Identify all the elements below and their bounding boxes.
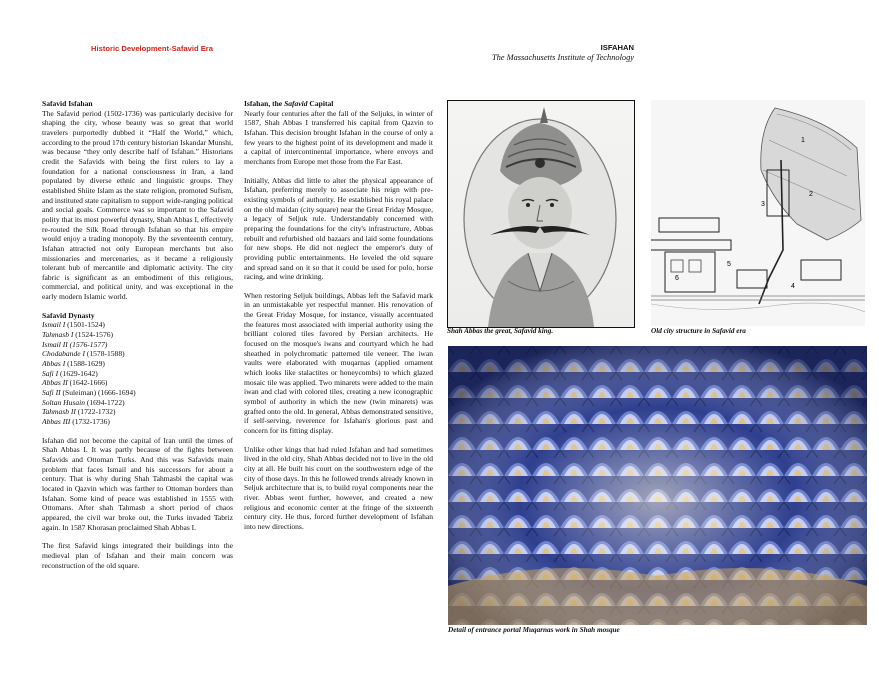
paragraph: The first Safavid kings integrated their buildings into the medieval plan of Isfahan and their main concern was reconstruction of the old square.: [42, 541, 233, 570]
column-left: [42, 99, 233, 579]
paragraph: Nearly four centuries after the fall of the Seljuks, in winter of 1587, Shah Abbas I transferred his capital from Qazvin to Isfahan. This decision brought Isfahan in the course of only a few years to the highest point of its development and made it a capital of intercontinental importance, where envoys and merchants from Europe met those from the Far East.: [244, 108, 433, 166]
map-label: 6: [675, 275, 679, 282]
dynasty-item: Soltan Husain (1694-1722): [42, 397, 125, 407]
dynasty-item: Safi II (Suleiman) (1666-1694): [42, 388, 136, 398]
paragraph: Isfahan did not become the capital of Iran until the times of Shah Abbas I. It was partly because of the fights between Safavids and Ottoman Turks. And this was Safavids main problem that faces Ismail and his successors for about a century. That is why during Shah Tahmasbi the capital was located in Qazvin which was farther to Ottoman borders than Isfahan. Some kind of peace was established in 1555 with Ottomans. After shah Tahmasb a short period of chaos appeared, the civil war broke out, the Turks invaded Tabriz again. In 1587 Khorasan proclaimed Shah Abbas I.: [42, 435, 233, 532]
dynasty-item: Safi I (1629-1642): [42, 368, 98, 378]
city-title: ISFAHAN: [600, 43, 634, 52]
map-label: 4: [791, 283, 795, 290]
dynasty-item: Abbas II (1642-1666): [42, 378, 108, 388]
dynasty-item: Abbas III (1732-1736): [42, 417, 110, 426]
dynasty-item: Tahmasb I (1524-1576): [42, 330, 114, 340]
dynasty-item: Ismail II (1576-1577): [42, 339, 108, 349]
dynasty-item: Chodabande I (1578-1588): [42, 349, 125, 359]
old-city-map: [651, 100, 865, 326]
dynasty-list: [42, 320, 233, 426]
page-header: [492, 43, 634, 62]
paragraph: Unlike other kings that had ruled Isfahan and had sometimes lived in the old city, Shah Abbas decided not to live in the old city at all. He built his court on the southwestern edge of the city of those days. In this he followed trends already known in Seljuk architecture that is, to build royal components near the river. Abbas went further, however, and created a new religious and economic center at the fringe of the sixteenth century city. He thus, forced further development of Isfahan into new directions.: [244, 444, 433, 531]
paragraph: The Safavid period (1502-1736) was particularly decisive for shaping the city, whose beauty was so great that world travelers purportedly dubbed it “Half the World,” which, according to the proud 17th century historian Iskandar Munshi, was because “they only describe half of Isfahan.” Historians credit the Safavids with being the first rulers to lay a foundation for a national consciousness in Iran, a land populated by diverse ethnic and linguistic groups. They established Shiite Islam as the state religion, promoted Sufism, and instituted state capitalism to support wide-ranging political and social goals. Commerce was so important to the Safavid polity that its most powerful dynasty, Shah Abbas I, effectively re-routed the Silk Road through Isfahan so that his empire would enjoy a trading monopoly. By the seventeenth century, Isfahan attracted not only European merchants but also missionaries and mercenaries, as it became a religiously tolerant hub of mercantile and diplomatic activity. The city fabric is significant as an embodiment of this religious, commercial, and political unity, and was exceptional in the early modern Islamic world.: [42, 108, 233, 302]
dynasty-item: Tahmasb II (1722-1732): [42, 407, 116, 417]
map-label: 1: [801, 137, 805, 144]
map-caption: Old city structure in Safavid era: [651, 327, 746, 335]
dynasty-item: Abbas I (1588-1629): [42, 359, 105, 369]
portrait-caption: Shah Abbas the great, Safavid king.: [447, 327, 554, 335]
institution-name: The Massachusetts Institute of Technology: [491, 53, 634, 62]
map-label: 5: [727, 261, 731, 268]
section-title: Historic Development-Safavid Era: [91, 44, 213, 53]
heading-safavid-dynasty: Safavid Dynasty: [42, 310, 95, 320]
map-label: 3: [761, 201, 765, 208]
muqarnas-caption: Detail of entrance portal Muqarnas work in Shah mosque: [448, 626, 620, 634]
dynasty-item: Ismail I (1501-1524): [42, 320, 105, 330]
heading-safavid-isfahan: Safavid Isfahan: [42, 99, 93, 108]
paragraph: Initially, Abbas did little to alter the physical appearance of Isfahan, preferring merely to associate his reign with pre-existing symbols of authority. He established his royal palace on the old maidan (city square) near the Great Friday Mosque, a legacy of Seljuk rule. Understandably concerned with preparing the foundations for the city's infrastructure, Abbas rebuilt and refurbished old bazaars and laid some foundations for new shops. He did not neglect the emperor's duty of providing public entertainments. He leveled the old square and spread sand on it so that it could be used for polo, horse racing, and wine drinking.: [244, 175, 433, 282]
paragraph: When restoring Seljuk buildings, Abbas left the Safavid mark in an unmistakable yet respectful manner. His renovation of the Great Friday Mosque, for instance, visually accentuated the features most associated with imperial authority using the brilliant colored tiles favored by Persian architects. He focused on the mosque's iwans and courtyard which he had sheathed in polychromatic patterned tile veneer. The iwan vaults were elaborated with muqarnas (applied ornament which looks like stalactites or honeycombs) to which glazed mosaic tile was applied. Two minarets were added to the main iwan and clad with colored tiles, creating a new iconographic symbol of authority in which the new (twin minarets) was grafted onto the old. In general, Abbas demonstrated sensitive, if self-serving, reverence for Isfahan's glorious past and concern for its fitting display.: [244, 290, 433, 435]
shah-abbas-portrait: [447, 100, 635, 328]
column-middle: [244, 99, 433, 541]
heading-capital: Isfahan, the Safavid Capital: [244, 99, 334, 108]
muqarnas-photo: [448, 346, 867, 625]
map-label: 2: [809, 191, 813, 198]
